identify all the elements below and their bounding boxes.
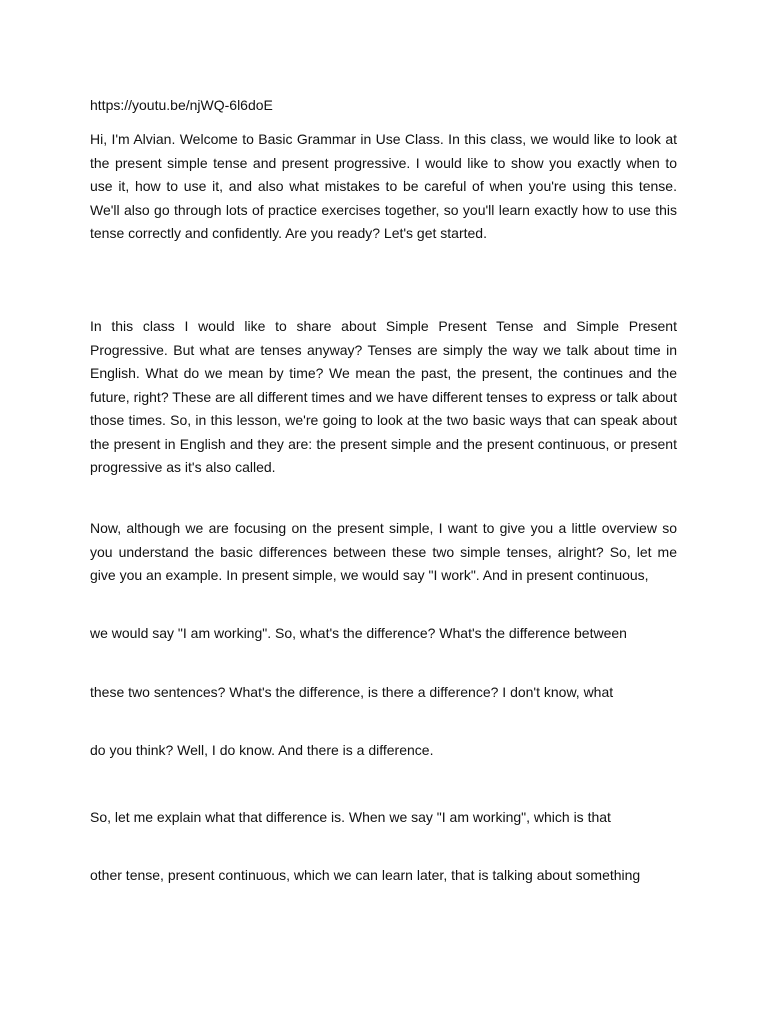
paragraph-do-you-think: do you think? Well, I do know. And there is a difference. [90, 742, 434, 758]
youtube-link[interactable]: https://youtu.be/njWQ-6l6doE [90, 97, 273, 113]
paragraph-difference-question: we would say "I am working". So, what's the difference? What's the difference between [90, 625, 627, 641]
paragraph-tenses-overview: In this class I would like to share about Simple Present Tense and Simple Present Progressive. But what are tenses anyway? Tenses are simply the way we talk about time in English. What do we mean by time? We mean the past, the present, the continues and the future, right? These are all different times and we have different tenses to express or talk about those times. So, in this lesson, we're going to look at the two basic ways that can speak about the present in English and they are: the present simple and the present continuous, or present progressive as it's also called. [90, 318, 677, 475]
paragraph-other-tense: other tense, present continuous, which we can learn later, that is talking about something [90, 867, 641, 883]
paragraph-intro: Hi, I'm Alvian. Welcome to Basic Grammar in Use Class. In this class, we would like to look at the present simple tense and present progressive. I would like to show you exactly when to use it, how to use it, and also what mistakes to be careful of when you're using this tense. We'll also go through lots of practice exercises together, so you'll learn exactly how to use this tense correctly and confidently. Are you ready? Let's get started. [90, 131, 677, 241]
paragraph-present-simple-example: Now, although we are focusing on the present simple, I want to give you a little overview so you understand the basic differences between these two simple tenses, alright? So, let me give you an example. In present simple, we would say "I work". And in present continuous, [90, 520, 677, 583]
paragraph-explain-difference: So, let me explain what that difference is. When we say "I am working", which is that [90, 809, 611, 825]
paragraph-two-sentences: these two sentences? What's the difference, is there a difference? I don't know, what [90, 684, 614, 700]
